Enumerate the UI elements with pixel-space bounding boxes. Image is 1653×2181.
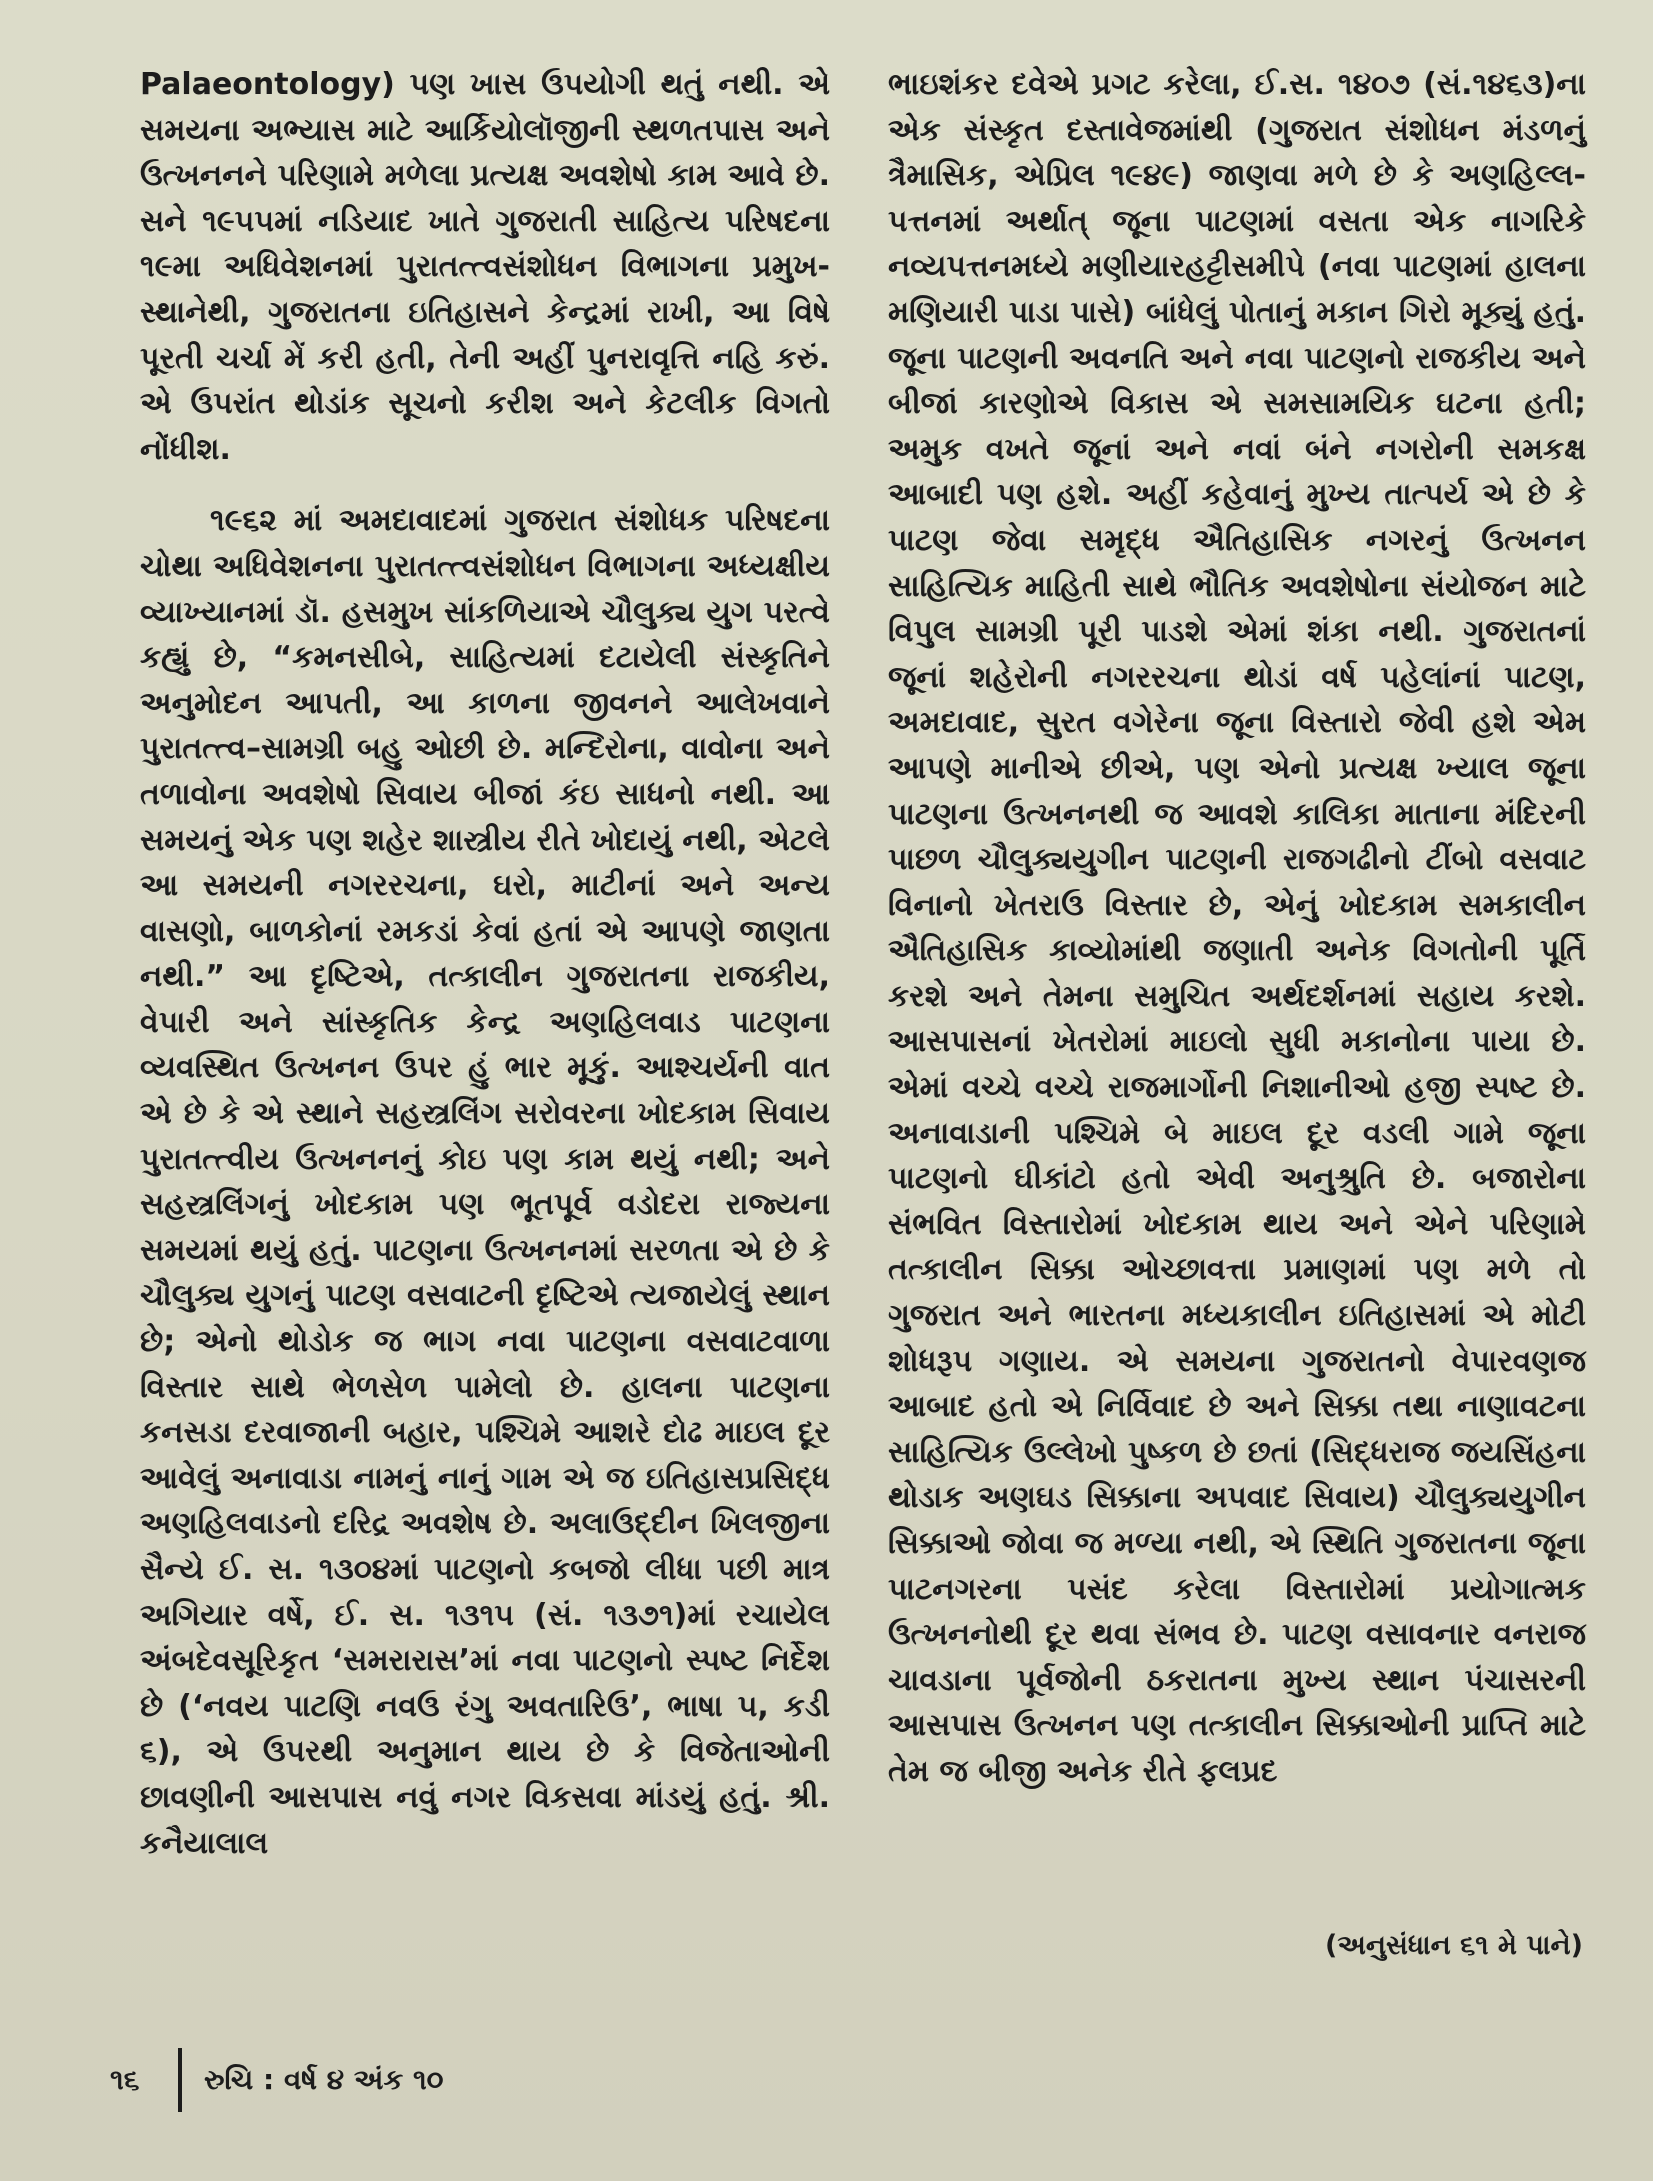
continuation-note: (અનુસંધાન ૬૧ મે પાને): [1325, 1930, 1583, 1961]
publication-info: રુચિ : વર્ષ ૪ અંક ૧૦: [204, 2063, 444, 2096]
page-number: ૧૬: [110, 2063, 140, 2096]
footer-divider: [178, 2048, 182, 2112]
page-footer: [110, 2048, 444, 2112]
paragraph: ભાઇશંકર દવેએ પ્રગટ કરેલા, ઈ.સ. ૧૪૦૭ (સં.૧૪૬૩)ના એક સંસ્કૃત દસ્તાવેજમાંથી (ગુજરાત સંશોધન મંડળનું ત્રૈમાસિક, એપ્રિલ ૧૯૪૯) જાણવા મળે છે કે અણહિલ્લ-પત્તનમાં અર્થાત્ જૂના પાટણમાં વસતા એક નાગરિકે નવ્યપત્તનમધ્યે મણીયારહટ્ટીસમીપે (નવા પાટણમાં હાલના મણિયારી પાડા પાસે) બાંધેલું પોતાનું મકાન ગિરો મૂક્યું હતું. જૂના પાટણની અવનતિ અને નવા પાટણનો રાજકીય અને બીજાં કારણોએ વિકાસ એ સમસામયિક ઘટના હતી; અમુક વખતે જૂનાં અને નવાં બંને નગરોની સમકક્ષ આબાદી પણ હશે. અહીં કહેવાનું મુખ્ય તાત્પર્ય એ છે કે પાટણ જેવા સમૃદ્ધ ઐતિહાસિક નગરનું ઉત્ખનન સાહિત્યિક માહિતી સાથે ભૌતિક અવશેષોના સંયોજન માટે વિપુલ સામગ્રી પૂરી પાડશે એમાં શંકા નથી. ગુજરાતનાં જૂનાં શહેરોની નગરરચના થોડાં વર્ષ પહેલાંનાં પાટણ, અમદાવાદ, સુરત વગેરેના જૂના વિસ્તારો જેવી હશે એમ આપણે માનીએ છીએ, પણ એનો પ્રત્યક્ષ ખ્યાલ જૂના પાટણના ઉત્ખનનથી જ આવશે કાલિકા માતાના મંદિરની પાછળ ચૌલુક્યયુગીન પાટણની રાજગઢીનો ટીંબો વસવાટ વિનાનો ખેતરાઉ વિસ્તાર છે, એનું ખોદકામ સમકાલીન ઐતિહાસિક કાવ્યોમાંથી જણાતી અનેક વિગતોની પૂર્તિ કરશે અને તેમના સમુચિત અર્થદર્શનમાં સહાય કરશે. આસપાસનાં ખેતરોમાં માઇલો સુધી મકાનોના પાયા છે. એમાં વચ્ચે વચ્ચે રાજમાર્ગોની નિશાનીઓ હજી સ્પષ્ટ છે. અનાવાડાની પશ્ચિમે બે માઇલ દૂર વડલી ગામે જૂના પાટણનો ઘીકાંટો હતો એવી અનુશ્રુતિ છે. બજારોના સંભવિત વિસ્તારોમાં ખોદકામ થાય અને એને પરિણામે તત્કાલીન સિક્કા ઓચ્છાવત્તા પ્રમાણમાં પણ મળે તો ગુજરાત અને ભારતના મધ્યકાલીન ઇતિહાસમાં એ મોટી શોધરૂપ ગણાય. એ સમયના ગુજરાતનો વેપારવણજ આબાદ હતો એ નિર્વિવાદ છે અને સિક્કા તથા નાણાવટના સાહિત્યિક ઉલ્લેખો પુષ્કળ છે છતાં (સિદ્ધરાજ જયસિંહના થોડાક અણઘડ સિક્કાના અપવાદ સિવાય) ચૌલુક્યયુગીન સિક્કાઓ જોવા જ મળ્યા નથી, એ સ્થિતિ ગુજરાતના જૂના પાટનગરના પસંદ કરેલા વિસ્તારોમાં પ્રયોગાત્મક ઉત્ખનનોથી દૂર થવા સંભવ છે. પાટણ વસાવનાર વનરાજ ચાવડાના પૂર્વજોની ઠકરાતના મુખ્ય સ્થાન પંચાસરની આસપાસ ઉત્ખનન પણ તત્કાલીન સિક્કાઓની પ્રાપ્તિ માટે તેમ જ બીજી અનેક રીતે ફલપ્રદ: [888, 67, 1586, 1789]
paragraph: Palaeontology) પણ ખાસ ઉપયોગી થતું નથી. એ સમયના અભ્યાસ માટે આર્કિયોલૉજીની સ્થળતપાસ અને ઉત્ખનનને પરિણામે મળેલા પ્રત્યક્ષ અવશેષો કામ આવે છે. સને ૧૯૫૫માં નડિયાદ ખાતે ગુજરાતી સાહિત્ય પરિષદના ૧૯મા અધિવેશનમાં પુરાતત્ત્વસંશોધન વિભાગના પ્રમુખ-સ્થાનેથી, ગુજરાતના ઇતિહાસને કેન્દ્રમાં રાખી, આ વિષે પૂરતી ચર્ચા મેં કરી હતી, તેની અહીં પુનરાવૃત્તિ નહિ કરું. એ ઉપરાંત થોડાંક સૂચનો કરીશ અને કેટલીક વિગતો નોંધીશ.: [140, 67, 830, 467]
right-column: [888, 62, 1586, 1795]
left-column: [140, 62, 830, 1866]
paragraph: ૧૯૬૨ માં અમદાવાદમાં ગુજરાત સંશોધક પરિષદના ચોથા અધિવેશનના પુરાતત્ત્વસંશોધન વિભાગના અધ્યક્ષીય વ્યાખ્યાનમાં ડૉ. હસમુખ સાંકળિયાએ ચૌલુક્ય યુગ પરત્વે કહ્યું છે, “કમનસીબે, સાહિત્યમાં દટાયેલી સંસ્કૃતિને અનુમોદન આપતી, આ કાળના જીવનને આલેખવાને પુરાતત્ત્વ–સામગ્રી બહુ ઓછી છે. મન્દિરોના, વાવોના અને તળાવોના અવશેષો સિવાય બીજાં કંઇ સાધનો નથી. આ સમયનું એક પણ શહેર શાસ્ત્રીય રીતે ખોદાયું નથી, એટલે આ સમયની નગરરચના, ઘરો, માટીનાં અને અન્ય વાસણો, બાળકોનાં રમકડાં કેવાં હતાં એ આપણે જાણતા નથી.” આ દૃષ્ટિએ, તત્કાલીન ગુજરાતના રાજકીય, વેપારી અને સાંસ્કૃતિક કેન્દ્ર અણહિલવાડ પાટણના વ્યવસ્થિત ઉત્ખનન ઉપર હું ભાર મૂકું. આશ્ચર્યની વાત એ છે કે એ સ્થાને સહસ્ત્રલિંગ સરોવરના ખોદકામ સિવાય પુરાતત્ત્વીય ઉત્ખનનનું કોઇ પણ કામ થયું નથી; અને સહસ્ત્રલિંગનું ખોદકામ પણ ભૂતપૂર્વ વડોદરા રાજ્યના સમયમાં થયું હતું. પાટણના ઉત્ખનનમાં સરળતા એ છે કે ચૌલુક્ય યુગનું પાટણ વસવાટની દૃષ્ટિએ ત્યજાયેલું સ્થાન છે; એનો થોડોક જ ભાગ નવા પાટણના વસવાટવાળા વિસ્તાર સાથે ભેળસેળ પામેલો છે. હાલના પાટણના કનસડા દરવાજાની બહાર, પશ્ચિમે આશરે દોઢ માઇલ દૂર આવેલું અનાવાડા નામનું નાનું ગામ એ જ ઇતિહાસપ્રસિદ્ધ અણહિલવાડનો દરિદ્ર અવશેષ છે. અલાઉદ્દીન ખિલજીના સૈન્યે ઈ. સ. ૧૩૦૪માં પાટણનો કબજો લીધા પછી માત્ર અગિયાર વર્ષે, ઈ. સ. ૧૩૧૫ (સં. ૧૩૭૧)માં રચાયેલ અંબદેવસૂરિકૃત ‘સમરારાસ’માં નવા પાટણનો સ્પષ્ટ નિર્દેશ છે (‘નવય પાટણિ નવઉ રંગુ અવતારિઉ’, ભાષા ૫, કડી ૬), એ ઉપરથી અનુમાન થાય છે કે વિજેતાઓની છાવણીની આસપાસ નવું નગર વિકસવા માંડયું હતું. શ્રી. કનૈયાલાલ: [140, 503, 830, 1861]
